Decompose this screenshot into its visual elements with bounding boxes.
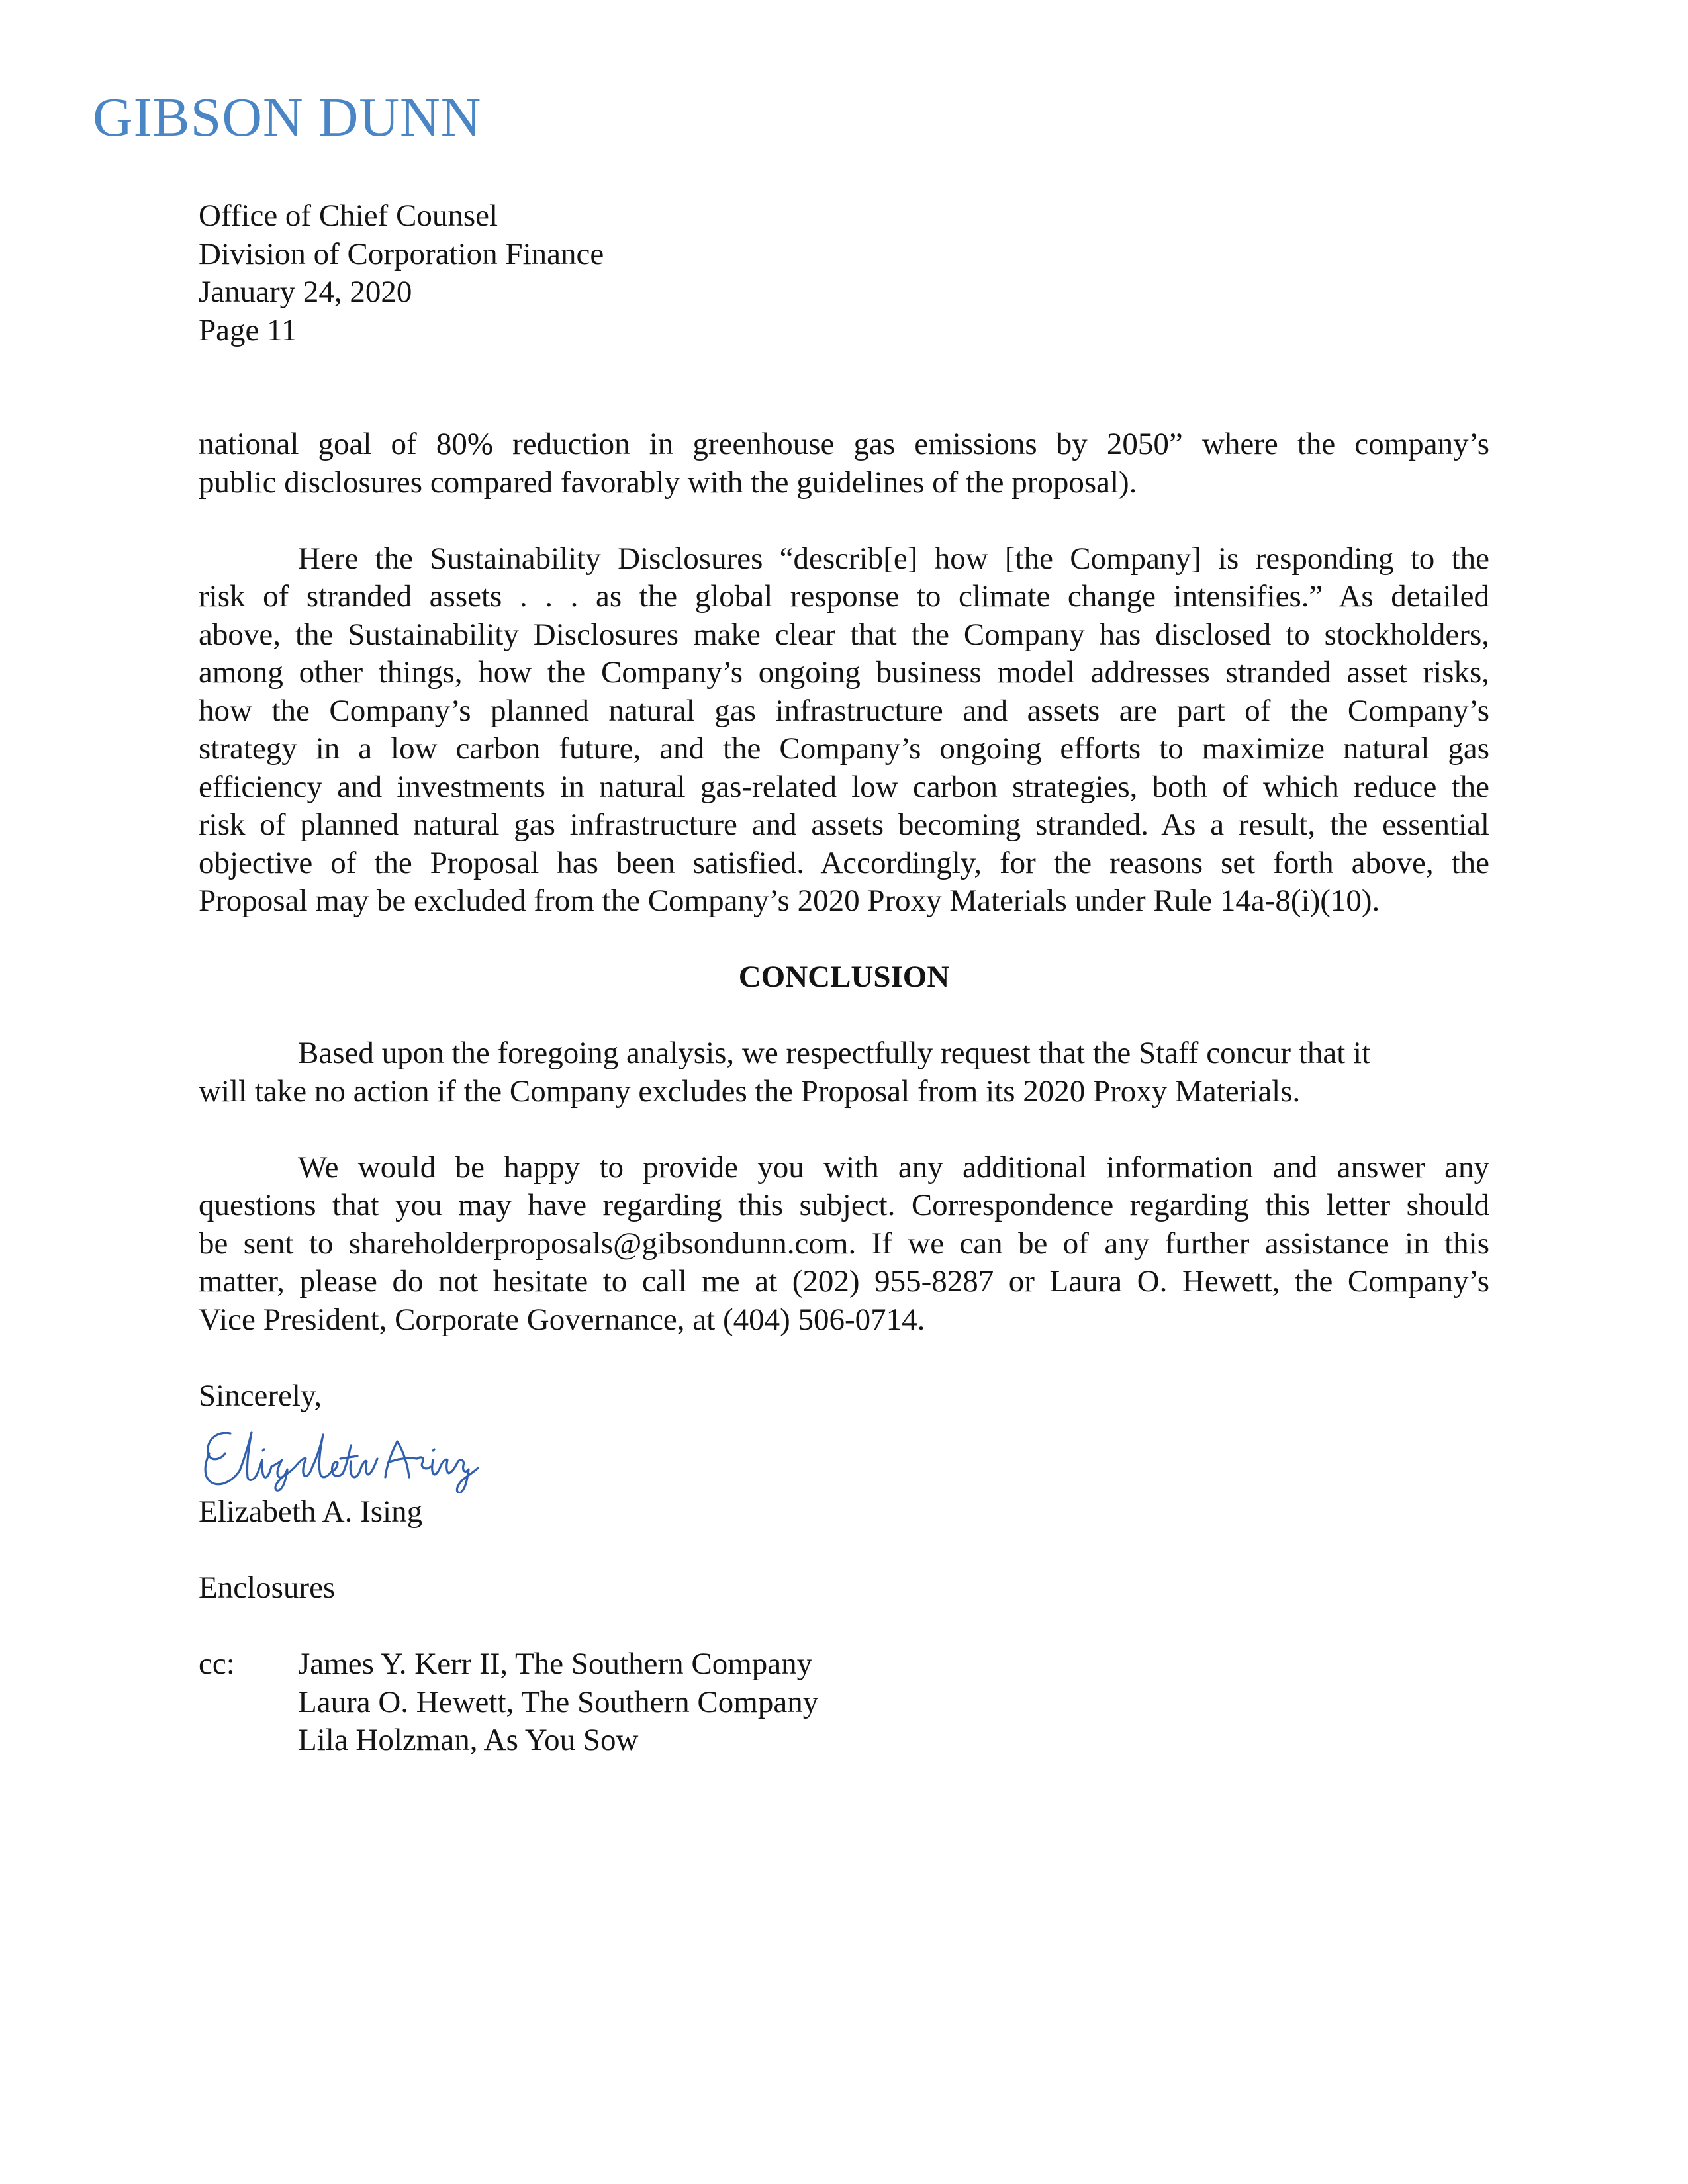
firm-logo: GIBSON DUNN [93, 87, 482, 148]
paragraph-line: Here the Sustainability Disclosures “describ[e] how [the Company] is responding to the [298, 541, 1489, 576]
paragraph-line: Based upon the foregoing analysis, we respectfully request that the Staff concur that it [298, 1036, 1371, 1070]
cc-label: cc: [199, 1647, 235, 1681]
salutation: Sincerely, [199, 1378, 322, 1413]
enclosures-note: Enclosures [199, 1570, 336, 1605]
paragraph-line: among other things, how the Company’s ongoing business model addresses stranded asset risks, [199, 655, 1489, 690]
cc-recipient-list [298, 1645, 1489, 1760]
paragraph-line: questions that you may have regarding this subject. Correspondence regarding this letter should [199, 1188, 1489, 1222]
signer-name: Elizabeth A. Ising [199, 1494, 423, 1529]
paragraph-line: Proposal may be excluded from the Company’s 2020 Proxy Materials under Rule 14a-8(i)(10). [199, 884, 1380, 918]
header-division: Division of Corporation Finance [199, 236, 604, 271]
paragraph-line: risk of stranded assets . . . as the global response to climate change intensifies.” As detailed [199, 579, 1489, 614]
cc-recipient: James Y. Kerr II, The Southern Company [298, 1647, 813, 1681]
handwritten-signature [199, 1419, 483, 1493]
paragraph-sustainability [199, 540, 1489, 921]
cc-recipient: Lila Holzman, As You Sow [298, 1723, 639, 1757]
paragraph-line: will take no action if the Company excludes the Proposal from its 2020 Proxy Materials. [199, 1073, 1301, 1109]
paragraph-line: Vice President, Corporate Governance, at (404) 506-0714. [199, 1302, 925, 1337]
conclusion-heading: CONCLUSION [738, 960, 950, 994]
paragraph-line: efficiency and investments in natural gas-related low carbon strategies, both of which reduce the [199, 769, 1489, 804]
paragraph-line: national goal of 80% reduction in greenhouse gas emissions by 2050” where the company’s [199, 427, 1489, 461]
cc-section [199, 1645, 1489, 1760]
paragraph-line: objective of the Proposal has been satisfied. Accordingly, for the reasons set forth above, the [199, 845, 1489, 880]
paragraph-line: matter, please do not hesitate to call me at (202) 955-8287 or Laura O. Hewett, the Company’s [199, 1264, 1489, 1298]
paragraph-request [199, 1034, 1489, 1111]
page-header [199, 197, 1489, 349]
paragraph-line: risk of planned natural gas infrastructure and assets becoming stranded. As a result, the essential [199, 807, 1489, 842]
header-recipient: Office of Chief Counsel [199, 199, 498, 233]
paragraph-line: strategy in a low carbon future, and the Company’s ongoing efforts to maximize natural gas [199, 731, 1489, 766]
header-date: January 24, 2020 [199, 275, 412, 309]
letter-content [199, 197, 1489, 1760]
paragraph-continuation [199, 426, 1489, 502]
header-page-number: Page 11 [199, 312, 297, 347]
paragraph-contact [199, 1149, 1489, 1340]
paragraph-line: above, the Sustainability Disclosures make clear that the Company has disclosed to stockholders, [199, 617, 1489, 652]
paragraph-line: We would be happy to provide you with any additional information and answer any [298, 1150, 1489, 1185]
cc-recipient: Laura O. Hewett, The Southern Company [298, 1684, 819, 1719]
paragraph-line: how the Company’s planned natural gas infrastructure and assets are part of the Company’s [199, 693, 1489, 728]
paragraph-line: public disclosures compared favorably with the guidelines of the proposal). [199, 465, 1137, 500]
paragraph-line: be sent to shareholderproposals@gibsondunn.com. If we can be of any further assistance in this [199, 1226, 1489, 1261]
